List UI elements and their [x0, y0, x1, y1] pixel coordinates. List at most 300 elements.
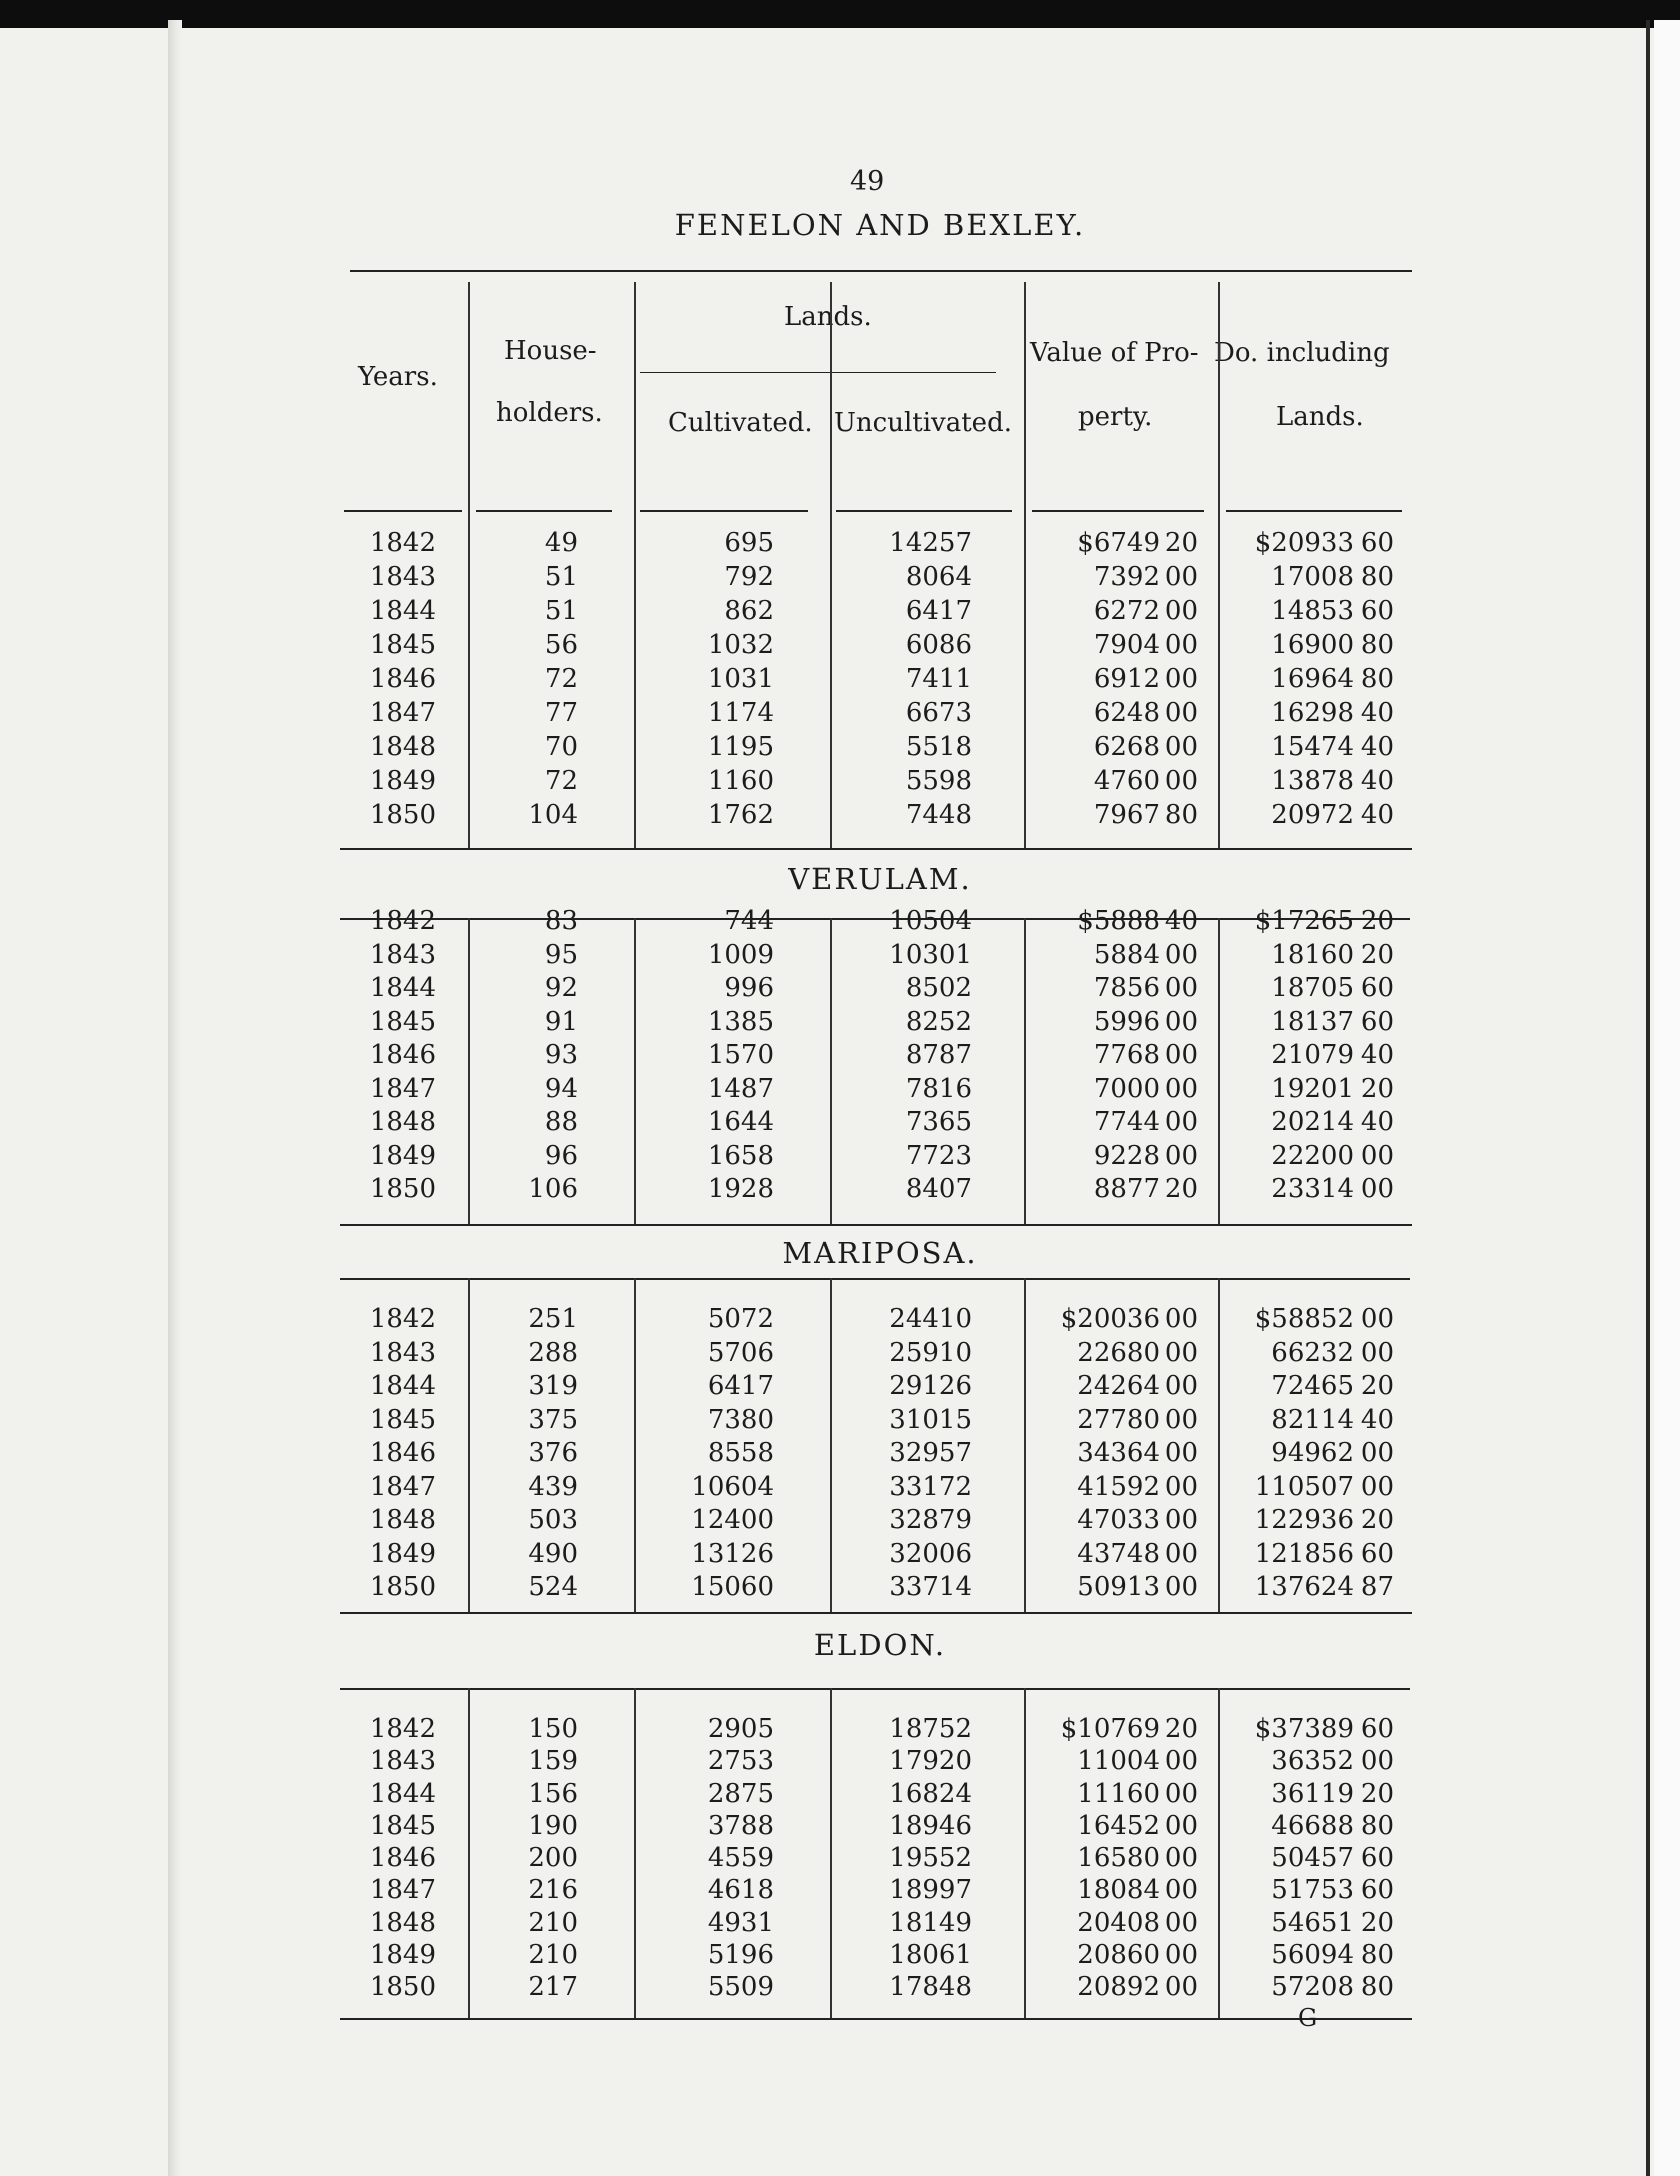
cell-uncultivated: 6086: [905, 630, 972, 660]
cell-including-dollars: 50457: [1271, 1843, 1354, 1873]
cell-including-cents: 80: [1360, 1939, 1394, 1970]
cell-value-dollars: 43748: [1077, 1538, 1160, 1569]
cell-year: 1848: [369, 732, 436, 762]
cell-including-dollars: 18160: [1271, 939, 1354, 970]
column-divider: [1218, 918, 1220, 1224]
cell-value-cents: 00: [1164, 1972, 1198, 2002]
cell-householders: 72: [544, 664, 578, 694]
column-head-rule: [1226, 510, 1402, 512]
cell-cultivated: 1928: [707, 1174, 774, 1204]
cell-including-dollars: 20972: [1271, 800, 1354, 830]
cell-uncultivated: 32879: [889, 1505, 972, 1535]
cell-year: 1844: [369, 1778, 436, 1809]
cell-including-cents: 20: [1360, 1778, 1394, 1809]
cell-value-cents: 00: [1164, 939, 1198, 970]
cell-year: 1849: [369, 766, 436, 796]
cell-value-dollars: 16452: [1077, 1810, 1160, 1841]
header-uncultivated: Uncultivated.: [834, 408, 1012, 438]
cell-year: 1843: [369, 562, 436, 592]
cell-including-dollars: 36119: [1271, 1778, 1354, 1809]
cell-value-dollars: 6912: [1093, 664, 1160, 694]
cell-year: 1849: [369, 1939, 436, 1970]
header-householders-top: House-: [504, 336, 597, 366]
cell-cultivated: 792: [724, 562, 774, 592]
cell-value-cents: 00: [1164, 596, 1198, 626]
cell-cultivated: 862: [724, 596, 774, 626]
cell-including-dollars: 16964: [1271, 664, 1354, 694]
column-divider: [634, 918, 636, 1224]
cell-uncultivated: 33172: [889, 1471, 972, 1502]
cell-value-dollars: 8877: [1093, 1174, 1160, 1204]
cell-uncultivated: 18061: [889, 1939, 972, 1970]
cell-uncultivated: 17848: [889, 1972, 972, 2002]
cell-value-dollars: 41592: [1077, 1471, 1160, 1502]
cell-including-cents: 60: [1360, 1006, 1394, 1037]
cell-householders: 94: [544, 1073, 578, 1104]
cell-year: 1849: [369, 1140, 436, 1171]
cell-householders: 190: [528, 1810, 578, 1841]
cell-uncultivated: 17920: [889, 1746, 972, 1777]
cell-uncultivated: 8787: [905, 1040, 972, 1070]
cell-year: 1848: [369, 1907, 436, 1938]
cell-cultivated: 695: [724, 528, 774, 558]
cell-including-cents: 20: [1360, 939, 1394, 970]
cell-year: 1845: [369, 1006, 436, 1037]
cell-including-dollars: $20933: [1254, 528, 1354, 558]
cell-including-dollars: 110507: [1254, 1471, 1354, 1502]
cell-value-cents: 00: [1164, 1572, 1198, 1602]
cell-value-cents: 00: [1164, 1746, 1198, 1777]
cell-including-cents: 80: [1360, 664, 1394, 694]
column-head-rule: [344, 510, 462, 512]
cell-including-dollars: 22200: [1271, 1140, 1354, 1171]
cell-value-cents: 00: [1164, 664, 1198, 694]
cell-including-dollars: 18137: [1271, 1006, 1354, 1037]
cell-cultivated: 5509: [707, 1972, 774, 2002]
cell-householders: 106: [528, 1174, 578, 1204]
section-bottom-rule: [340, 2018, 1412, 2020]
cell-value-cents: 00: [1164, 1471, 1198, 1502]
cell-value-cents: 80: [1164, 800, 1198, 830]
cell-householders: 200: [528, 1843, 578, 1873]
column-divider: [830, 1278, 832, 1612]
header-householders-bottom: holders.: [496, 398, 603, 428]
cell-cultivated: 7380: [707, 1404, 774, 1435]
cell-householders: 91: [544, 1006, 578, 1037]
cell-uncultivated: 32957: [889, 1438, 972, 1468]
cell-householders: 376: [528, 1438, 578, 1468]
cell-value-dollars: 5996: [1093, 1006, 1160, 1037]
cell-including-cents: 60: [1360, 528, 1394, 558]
cell-including-cents: 40: [1360, 1040, 1394, 1070]
cell-householders: 83: [544, 906, 578, 936]
cell-including-cents: 00: [1360, 1304, 1394, 1334]
cell-value-dollars: 50913: [1077, 1572, 1160, 1602]
column-head-rule: [1032, 510, 1204, 512]
cell-cultivated: 8558: [707, 1438, 774, 1468]
cell-value-cents: 00: [1164, 1337, 1198, 1368]
cell-uncultivated: 8064: [905, 562, 972, 592]
cell-including-dollars: 17008: [1271, 562, 1354, 592]
cell-including-dollars: 54651: [1271, 1907, 1354, 1938]
cell-including-dollars: $17265: [1254, 906, 1354, 936]
cell-including-cents: 40: [1360, 1107, 1394, 1137]
cell-including-cents: 80: [1360, 562, 1394, 592]
cell-year: 1845: [369, 1404, 436, 1435]
column-divider: [634, 282, 636, 848]
cell-year: 1850: [369, 800, 436, 830]
cell-including-dollars: 72465: [1271, 1371, 1354, 1401]
cell-value-cents: 00: [1164, 1538, 1198, 1569]
column-divider: [1024, 282, 1026, 848]
cell-year: 1848: [369, 1107, 436, 1137]
cell-value-dollars: 7744: [1093, 1107, 1160, 1137]
cell-value-cents: 00: [1164, 1371, 1198, 1401]
cell-year: 1844: [369, 1371, 436, 1401]
cell-uncultivated: 24410: [889, 1304, 972, 1334]
column-divider: [1218, 282, 1220, 848]
cell-including-cents: 20: [1360, 1371, 1394, 1401]
cell-cultivated: 1031: [707, 664, 774, 694]
cell-value-dollars: 6272: [1093, 596, 1160, 626]
cell-value-dollars: 22680: [1077, 1337, 1160, 1368]
cell-year: 1847: [369, 1875, 436, 1906]
cell-including-dollars: 20214: [1271, 1107, 1354, 1137]
cell-including-dollars: 51753: [1271, 1875, 1354, 1906]
cell-householders: 210: [528, 1939, 578, 1970]
cell-including-dollars: 56094: [1271, 1939, 1354, 1970]
cell-value-dollars: 7967: [1093, 800, 1160, 830]
cell-householders: 104: [528, 800, 578, 830]
cell-value-cents: 00: [1164, 562, 1198, 592]
cell-year: 1845: [369, 630, 436, 660]
cell-year: 1843: [369, 1746, 436, 1777]
cell-householders: 216: [528, 1875, 578, 1906]
cell-including-cents: 20: [1360, 1907, 1394, 1938]
cell-including-cents: 20: [1360, 906, 1394, 936]
cell-cultivated: 744: [724, 906, 774, 936]
cell-cultivated: 12400: [691, 1505, 774, 1535]
column-divider: [1218, 1688, 1220, 2018]
cell-uncultivated: 5598: [905, 766, 972, 796]
cell-uncultivated: 14257: [889, 528, 972, 558]
cell-including-cents: 20: [1360, 1073, 1394, 1104]
cell-householders: 439: [528, 1471, 578, 1502]
cell-year: 1843: [369, 1337, 436, 1368]
cell-uncultivated: 7723: [905, 1140, 972, 1171]
cell-householders: 251: [528, 1304, 578, 1334]
cell-value-dollars: $5888: [1077, 906, 1160, 936]
cell-value-cents: 00: [1164, 1810, 1198, 1841]
cell-uncultivated: 7448: [905, 800, 972, 830]
cell-householders: 217: [528, 1972, 578, 2002]
cell-including-cents: 40: [1360, 732, 1394, 762]
cell-householders: 70: [544, 732, 578, 762]
page-number: 49: [850, 166, 885, 197]
cell-year: 1847: [369, 1073, 436, 1104]
cell-uncultivated: 25910: [889, 1337, 972, 1368]
cell-value-dollars: 20860: [1077, 1939, 1160, 1970]
header-including-bottom: Lands.: [1276, 402, 1364, 432]
cell-householders: 95: [544, 939, 578, 970]
cell-householders: 375: [528, 1404, 578, 1435]
cell-value-dollars: 7000: [1093, 1073, 1160, 1104]
cell-value-dollars: $10769: [1060, 1714, 1160, 1744]
cell-uncultivated: 18752: [889, 1714, 972, 1744]
cell-including-cents: 40: [1360, 1404, 1394, 1435]
cell-value-cents: 00: [1164, 1073, 1198, 1104]
cell-including-dollars: $37389: [1254, 1714, 1354, 1744]
column-divider: [634, 1278, 636, 1612]
cell-uncultivated: 6673: [905, 698, 972, 728]
cell-value-dollars: 6268: [1093, 732, 1160, 762]
cell-value-dollars: 47033: [1077, 1505, 1160, 1535]
column-divider: [468, 1688, 470, 2018]
cell-cultivated: 4559: [707, 1843, 774, 1873]
column-head-rule: [836, 510, 1012, 512]
cell-value-cents: 00: [1164, 1404, 1198, 1435]
cell-uncultivated: 6417: [905, 596, 972, 626]
cell-cultivated: 996: [724, 973, 774, 1003]
section-title-verulam: VERULAM.: [788, 862, 972, 896]
cell-including-dollars: 46688: [1271, 1810, 1354, 1841]
lands-span-rule: [640, 372, 996, 373]
cell-uncultivated: 31015: [889, 1404, 972, 1435]
cell-value-dollars: 24264: [1077, 1371, 1160, 1401]
cell-value-dollars: 34364: [1077, 1438, 1160, 1468]
cell-year: 1842: [369, 906, 436, 936]
cell-uncultivated: 8252: [905, 1006, 972, 1037]
column-divider: [1024, 1688, 1026, 2018]
cell-cultivated: 5196: [707, 1939, 774, 1970]
cell-year: 1850: [369, 1972, 436, 2002]
page-right-margin: [1654, 20, 1680, 2176]
cell-value-cents: 20: [1164, 1714, 1198, 1744]
cell-year: 1850: [369, 1174, 436, 1204]
cell-including-dollars: 15474: [1271, 732, 1354, 762]
cell-uncultivated: 7816: [905, 1073, 972, 1104]
cell-cultivated: 1160: [707, 766, 774, 796]
cell-value-dollars: 16580: [1077, 1843, 1160, 1873]
cell-cultivated: 2753: [707, 1746, 774, 1777]
cell-value-dollars: 7856: [1093, 973, 1160, 1003]
cell-value-cents: 00: [1164, 1939, 1198, 1970]
cell-value-cents: 00: [1164, 1875, 1198, 1906]
page-right-edge: [1646, 20, 1650, 2176]
cell-value-cents: 00: [1164, 630, 1198, 660]
cell-year: 1850: [369, 1572, 436, 1602]
cell-including-cents: 60: [1360, 1538, 1394, 1569]
cell-value-dollars: 18084: [1077, 1875, 1160, 1906]
cell-including-dollars: 19201: [1271, 1073, 1354, 1104]
cell-uncultivated: 18946: [889, 1810, 972, 1841]
cell-value-cents: 00: [1164, 766, 1198, 796]
cell-cultivated: 1658: [707, 1140, 774, 1171]
cell-value-cents: 00: [1164, 1107, 1198, 1137]
cell-cultivated: 4618: [707, 1875, 774, 1906]
cell-value-dollars: 11004: [1077, 1746, 1160, 1777]
section-top-rule: [340, 1688, 1410, 1690]
cell-including-cents: 00: [1360, 1337, 1394, 1368]
cell-year: 1845: [369, 1810, 436, 1841]
column-divider: [830, 1688, 832, 2018]
cell-including-dollars: 13878: [1271, 766, 1354, 796]
cell-uncultivated: 8502: [905, 973, 972, 1003]
cell-including-dollars: 14853: [1271, 596, 1354, 626]
cell-value-cents: 00: [1164, 1778, 1198, 1809]
cell-including-cents: 80: [1360, 630, 1394, 660]
cell-uncultivated: 29126: [889, 1371, 972, 1401]
cell-including-cents: 00: [1360, 1746, 1394, 1777]
signature-mark: G: [1298, 2004, 1318, 2032]
cell-uncultivated: 18997: [889, 1875, 972, 1906]
cell-cultivated: 10604: [691, 1471, 774, 1502]
cell-including-dollars: 23314: [1271, 1174, 1354, 1204]
cell-value-cents: 00: [1164, 1140, 1198, 1171]
cell-cultivated: 1195: [707, 732, 774, 762]
cell-including-cents: 80: [1360, 1972, 1394, 2002]
column-divider: [1024, 918, 1026, 1224]
section-top-rule: [340, 918, 1410, 920]
cell-including-dollars: 16298: [1271, 698, 1354, 728]
cell-including-cents: 40: [1360, 800, 1394, 830]
cell-including-dollars: 82114: [1271, 1404, 1354, 1435]
cell-year: 1847: [369, 1471, 436, 1502]
section-title-mariposa: MARIPOSA.: [782, 1236, 978, 1270]
cell-including-cents: 00: [1360, 1471, 1394, 1502]
cell-householders: 93: [544, 1040, 578, 1070]
column-divider: [1024, 1278, 1026, 1612]
cell-value-dollars: 20408: [1077, 1907, 1160, 1938]
cell-value-cents: 00: [1164, 1006, 1198, 1037]
cell-value-cents: 00: [1164, 1505, 1198, 1535]
cell-uncultivated: 18149: [889, 1907, 972, 1938]
cell-including-cents: 60: [1360, 1875, 1394, 1906]
cell-uncultivated: 10504: [889, 906, 972, 936]
cell-householders: 503: [528, 1505, 578, 1535]
cell-year: 1844: [369, 973, 436, 1003]
section-title-eldon: ELDON.: [813, 1628, 947, 1662]
binding-shadow: [168, 20, 182, 2176]
cell-value-cents: 20: [1164, 528, 1198, 558]
cell-value-cents: 00: [1164, 1843, 1198, 1873]
cell-value-dollars: 7904: [1093, 630, 1160, 660]
cell-cultivated: 1009: [707, 939, 774, 970]
cell-householders: 156: [528, 1778, 578, 1809]
cell-cultivated: 1762: [707, 800, 774, 830]
cell-including-cents: 60: [1360, 973, 1394, 1003]
cell-value-cents: 00: [1164, 1907, 1198, 1938]
cell-including-dollars: 36352: [1271, 1746, 1354, 1777]
cell-year: 1842: [369, 1304, 436, 1334]
cell-year: 1849: [369, 1538, 436, 1569]
cell-value-cents: 20: [1164, 1174, 1198, 1204]
cell-cultivated: 1644: [707, 1107, 774, 1137]
cell-uncultivated: 19552: [889, 1843, 972, 1873]
cell-uncultivated: 16824: [889, 1778, 972, 1809]
cell-year: 1846: [369, 1438, 436, 1468]
cell-including-dollars: 94962: [1271, 1438, 1354, 1468]
section-title-fenelon-bexley: FENELON AND BEXLEY.: [674, 208, 1086, 242]
header-top-rule: [350, 270, 1412, 272]
cell-householders: 159: [528, 1746, 578, 1777]
cell-including-cents: 87: [1360, 1572, 1394, 1602]
cell-householders: 150: [528, 1714, 578, 1744]
cell-including-dollars: 121856: [1254, 1538, 1354, 1569]
cell-cultivated: 6417: [707, 1371, 774, 1401]
cell-householders: 49: [544, 528, 578, 558]
cell-including-cents: 80: [1360, 1810, 1394, 1841]
cell-cultivated: 2875: [707, 1778, 774, 1809]
column-divider: [634, 1688, 636, 2018]
cell-including-dollars: $58852: [1254, 1304, 1354, 1334]
cell-value-dollars: 20892: [1077, 1972, 1160, 2002]
cell-householders: 319: [528, 1371, 578, 1401]
cell-including-cents: 40: [1360, 698, 1394, 728]
cell-householders: 92: [544, 973, 578, 1003]
cell-including-cents: 60: [1360, 1714, 1394, 1744]
cell-including-dollars: 57208: [1271, 1972, 1354, 2002]
cell-year: 1847: [369, 698, 436, 728]
cell-value-cents: 00: [1164, 1040, 1198, 1070]
section-bottom-rule: [340, 1612, 1412, 1614]
header-years: Years.: [358, 362, 438, 392]
cell-including-dollars: 66232: [1271, 1337, 1354, 1368]
cell-value-cents: 00: [1164, 973, 1198, 1003]
cell-value-dollars: 5884: [1093, 939, 1160, 970]
cell-cultivated: 2905: [707, 1714, 774, 1744]
cell-value-cents: 40: [1164, 906, 1198, 936]
cell-householders: 490: [528, 1538, 578, 1569]
cell-year: 1844: [369, 596, 436, 626]
cell-including-dollars: 18705: [1271, 973, 1354, 1003]
cell-householders: 51: [544, 562, 578, 592]
cell-cultivated: 3788: [707, 1810, 774, 1841]
cell-value-dollars: 7392: [1093, 562, 1160, 592]
cell-year: 1842: [369, 1714, 436, 1744]
cell-value-cents: 00: [1164, 698, 1198, 728]
cell-householders: 88: [544, 1107, 578, 1137]
cell-householders: 96: [544, 1140, 578, 1171]
cell-uncultivated: 8407: [905, 1174, 972, 1204]
cell-value-cents: 00: [1164, 732, 1198, 762]
cell-value-cents: 00: [1164, 1304, 1198, 1334]
cell-uncultivated: 5518: [905, 732, 972, 762]
cell-cultivated: 1032: [707, 630, 774, 660]
cell-year: 1842: [369, 528, 436, 558]
column-divider: [468, 1278, 470, 1612]
cell-uncultivated: 7365: [905, 1107, 972, 1137]
cell-cultivated: 5072: [707, 1304, 774, 1334]
cell-cultivated: 1385: [707, 1006, 774, 1037]
cell-including-cents: 20: [1360, 1505, 1394, 1535]
cell-including-dollars: 137624: [1254, 1572, 1354, 1602]
cell-householders: 77: [544, 698, 578, 728]
cell-householders: 51: [544, 596, 578, 626]
header-lands: Lands.: [784, 302, 872, 332]
cell-including-dollars: 122936: [1254, 1505, 1354, 1535]
scan-top-border: [0, 0, 1680, 28]
cell-including-dollars: 16900: [1271, 630, 1354, 660]
cell-householders: 288: [528, 1337, 578, 1368]
cell-value-dollars: $20036: [1060, 1304, 1160, 1334]
cell-householders: 210: [528, 1907, 578, 1938]
column-divider: [830, 282, 832, 848]
cell-value-dollars: 4760: [1093, 766, 1160, 796]
cell-uncultivated: 33714: [889, 1572, 972, 1602]
cell-cultivated: 15060: [691, 1572, 774, 1602]
cell-including-cents: 00: [1360, 1438, 1394, 1468]
